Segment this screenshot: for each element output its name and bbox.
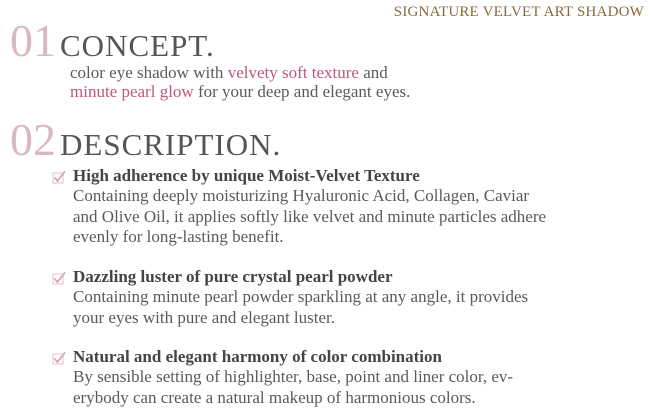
checkbox-check-icon (52, 170, 66, 184)
description-heading: DESCRIPTION. (60, 127, 282, 162)
description-section-header (10, 114, 282, 165)
item-body-line: your eyes with pure and elegant luster. (73, 307, 336, 327)
item-title: Natural and elegant harmony of color combination (73, 347, 442, 366)
item-body-line: By sensible setting of highlighter, base, point and liner color, ev- (73, 367, 514, 386)
concept-line-2 (70, 82, 630, 101)
item-body-line: erybody can create a natural makeup of harmonious colors. (73, 387, 476, 407)
description-item (52, 267, 642, 328)
concept-highlight-texture: velvety soft texture (227, 63, 359, 82)
concept-line-1-start: color eye shadow with (70, 63, 228, 82)
concept-section-header (10, 15, 215, 66)
item-title: High adherence by unique Moist-Velvet Texture (73, 166, 420, 185)
checkbox-check-icon (52, 351, 66, 365)
description-number: 02 (10, 114, 56, 165)
brand-title: SIGNATURE VELVET ART SHADOW (393, 4, 644, 20)
item-body (73, 186, 642, 248)
description-item (52, 347, 642, 408)
concept-line-1-end: and (358, 63, 388, 82)
item-body-line: Containing deeply moisturizing Hyaluronic Acid, Collagen, Caviar (73, 186, 530, 205)
item-body (73, 367, 642, 408)
description-item (52, 166, 642, 248)
item-body-line: Containing minute pearl powder sparkling at any angle, it provides (73, 287, 529, 306)
concept-number: 01 (10, 15, 56, 66)
checkbox-check-icon (52, 271, 66, 285)
item-body (73, 287, 642, 328)
concept-heading: CONCEPT. (60, 28, 215, 63)
concept-highlight-pearl: minute pearl glow (70, 82, 194, 101)
concept-text (70, 63, 630, 101)
item-body-line: and Olive Oil, it applies softly like velvet and minute particles adhere (73, 206, 547, 226)
item-body-line: evenly for long-lasting benefit. (73, 227, 284, 246)
concept-line-2-end: for your deep and elegant eyes. (193, 82, 411, 101)
concept-line-1 (70, 63, 630, 82)
item-title: Dazzling luster of pure crystal pearl powder (73, 267, 393, 286)
